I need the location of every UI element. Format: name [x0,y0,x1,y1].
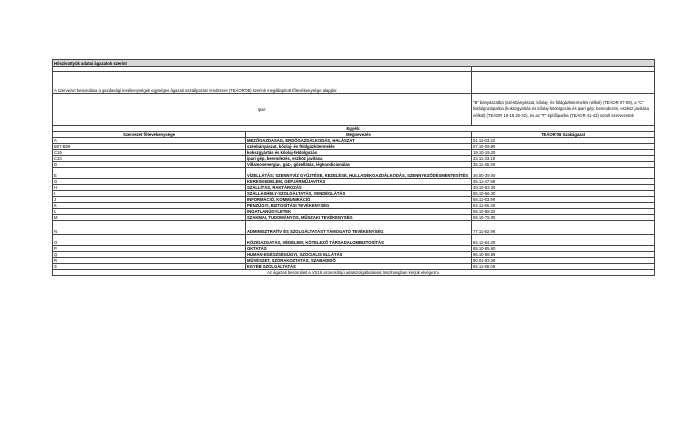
activity-name-cell[interactable]: EGYÉB SZOLGÁLTATÁS [246,264,472,270]
activity-code-cell[interactable]: L [53,209,246,215]
activity-name-cell[interactable]: ADMINISZTRATÍV ÉS SZOLGÁLTATÁST TÁMOGATÓ TEVÉKENYSÉG [246,221,472,235]
activity-name-cell[interactable]: SZÁLLÁSHELY-SZOLGÁLTATÁS, VENDÉGLÁTÁS [246,191,472,197]
activity-code-cell[interactable]: E [53,168,246,179]
teaor-range-cell[interactable]: 90.01-93.29 [472,258,655,264]
teaor-range-cell[interactable]: 55.10-56.30 [472,191,655,197]
description-empty-cell[interactable] [472,72,655,94]
activity-code-cell[interactable]: J [53,197,246,203]
activity-name-cell[interactable]: KERESKEDELEM, GÉPJÁRMŰJAVÍTÁS [246,179,472,185]
activity-code-cell[interactable]: D [53,162,246,168]
table-row [53,221,655,235]
ipar-label[interactable]: Ipar: [53,94,472,126]
activity-code-cell[interactable]: H [53,185,246,191]
activity-code-cell[interactable]: C33 [53,156,246,162]
description-row [53,72,655,94]
title-row [53,60,655,67]
activity-name-cell[interactable]: SZÁLLÍTÁS, RAKTÁROZÁS [246,185,472,191]
activity-name-cell[interactable]: VÍZELLÁTÁS; SZENNYVÍZ GYŰJTÉSE, KEZELÉSE, HULLADÉKGAZDÁLKODÁS, SZENNYEZŐDÉSMENTESÍTÉS [246,168,472,179]
description-cell[interactable]: A szervezet besorolása a gazdasági tevékenységek egységes ágazati osztályozási rendszere (TEÁOR'08) szerinti megállapított főtevékenysége alapján: [53,72,472,94]
activity-name-cell[interactable]: kokszgyártás és kőolaj-feldolgozás [246,150,472,156]
sheet-title[interactable]: Hőszivattyúk adatai ágazatok szerint [53,60,655,67]
teaor-range-cell[interactable]: 45.11-47.99 [472,179,655,185]
activity-code-cell[interactable]: B07-B09 [53,144,246,150]
teaor-range-cell[interactable]: 77.11-82.99 [472,221,655,235]
teaor-range-cell[interactable]: 49.10-53.20 [472,185,655,191]
activity-name-cell[interactable]: Villamosenergia-, gáz-, gőzellátás, légkondicionálás [246,162,472,168]
header-row [53,132,655,138]
activity-name-cell[interactable]: MEZŐGAZDASÁG, ERDŐGAZDÁLKODÁS, HALÁSZAT [246,138,472,144]
activity-name-cell[interactable]: OKTATÁS [246,246,472,252]
activity-code-cell[interactable]: M [53,215,246,221]
activity-code-cell[interactable]: O [53,235,246,246]
activity-name-cell[interactable]: INGATLANÜGYLETEK [246,209,472,215]
spreadsheet [52,59,654,276]
header-teaor[interactable]: TEÁOR'08 Szakágazat [472,132,655,138]
activity-name-cell[interactable]: szénbányászat, kőolaj- és földgázkitermelés [246,144,472,150]
activity-code-cell[interactable]: C19 [53,150,246,156]
activity-code-cell[interactable]: P [53,246,246,252]
activity-code-cell[interactable]: G [53,179,246,185]
footer-row [53,270,655,276]
teaor-range-cell[interactable]: 85.10-85.60 [472,246,655,252]
activity-name-cell[interactable]: KÖZIGAZGATÁS, VÉDELEM; KÖTELEZŐ TÁRSADALOMBIZTOSÍTÁS [246,235,472,246]
ipar-note[interactable]: "B" bányászatba (szénbányászat, kőolaj- és földgázkitermelés nélkül) (TEÁOR 07-09), a "C" feldolgozóiparba (kokszgyártás és kőolaj-feldolgozás és ipari gép, berendezés, eszköz javítása nélkül) (TEÁOR 10-18,20-32), és az "F" építőiparba (TEÁOR 41-43) sorolt szervezetek [472,94,655,126]
table-row [53,168,655,179]
activity-name-cell[interactable]: INFORMÁCIÓ, KOMMUNIKÁCIÓ [246,197,472,203]
teaor-range-cell[interactable]: 68.10-68.32 [472,209,655,215]
activity-code-cell[interactable]: Q [53,252,246,258]
activity-code-cell[interactable]: N [53,221,246,235]
teaor-range-cell[interactable]: 19.10-19.20 [472,150,655,156]
activity-name-cell[interactable]: SZAKMAI, TUDOMÁNYOS, MŰSZAKI TEVÉKENYSÉG [246,215,472,221]
activity-code-cell[interactable]: A [53,138,246,144]
teaor-range-cell[interactable]: 94.11-96.09 [472,264,655,270]
teaor-range-cell[interactable]: 58.11-63.99 [472,197,655,203]
footer-note[interactable]: Az ágazati besorolást a VS16 azonosítójú adatszolgáltatással összhangban kérjük elvégezni. [53,270,655,276]
header-activity[interactable]: Szervezet főtevékenysége [53,132,246,138]
activity-name-cell[interactable]: HUMÁN-EGÉSZSÉGÜGYI, SZOCIÁLIS ELLÁTÁS [246,252,472,258]
activity-name-cell[interactable]: ipari gép, berendezés, eszköz javítása [246,156,472,162]
activity-code-cell[interactable]: I [53,191,246,197]
teaor-range-cell[interactable]: 64.11-66.30 [472,203,655,209]
teaor-range-cell[interactable]: 36.00-39.00 [472,168,655,179]
teaor-range-cell[interactable]: 07.10-09.90 [472,144,655,150]
teaor-range-cell[interactable]: 33.11-33.19 [472,156,655,162]
activity-code-cell[interactable]: S [53,264,246,270]
activity-code-cell[interactable]: K [53,203,246,209]
teaor-range-cell[interactable]: 86.10-88.99 [472,252,655,258]
sector-table [52,59,655,276]
activity-name-cell[interactable]: MŰVÉSZET, SZÓRAKOZTATÁS, SZABADIDŐ [246,258,472,264]
egyeb-label[interactable]: Egyéb: [53,126,655,132]
teaor-range-cell[interactable]: 69.10-75.00 [472,215,655,221]
activity-name-cell[interactable]: PÉNZÜGYI, BIZTOSÍTÁSI TEVÉKENYSÉG [246,203,472,209]
teaor-range-cell[interactable]: 01.11-03.22 [472,138,655,144]
teaor-range-cell[interactable]: 84.11-84.30 [472,235,655,246]
table-row [53,235,655,246]
teaor-range-cell[interactable]: 35.11-35.30 [472,162,655,168]
activity-code-cell[interactable]: R [53,258,246,264]
ipar-row [53,94,655,126]
header-name[interactable]: Megnevezés [246,132,472,138]
